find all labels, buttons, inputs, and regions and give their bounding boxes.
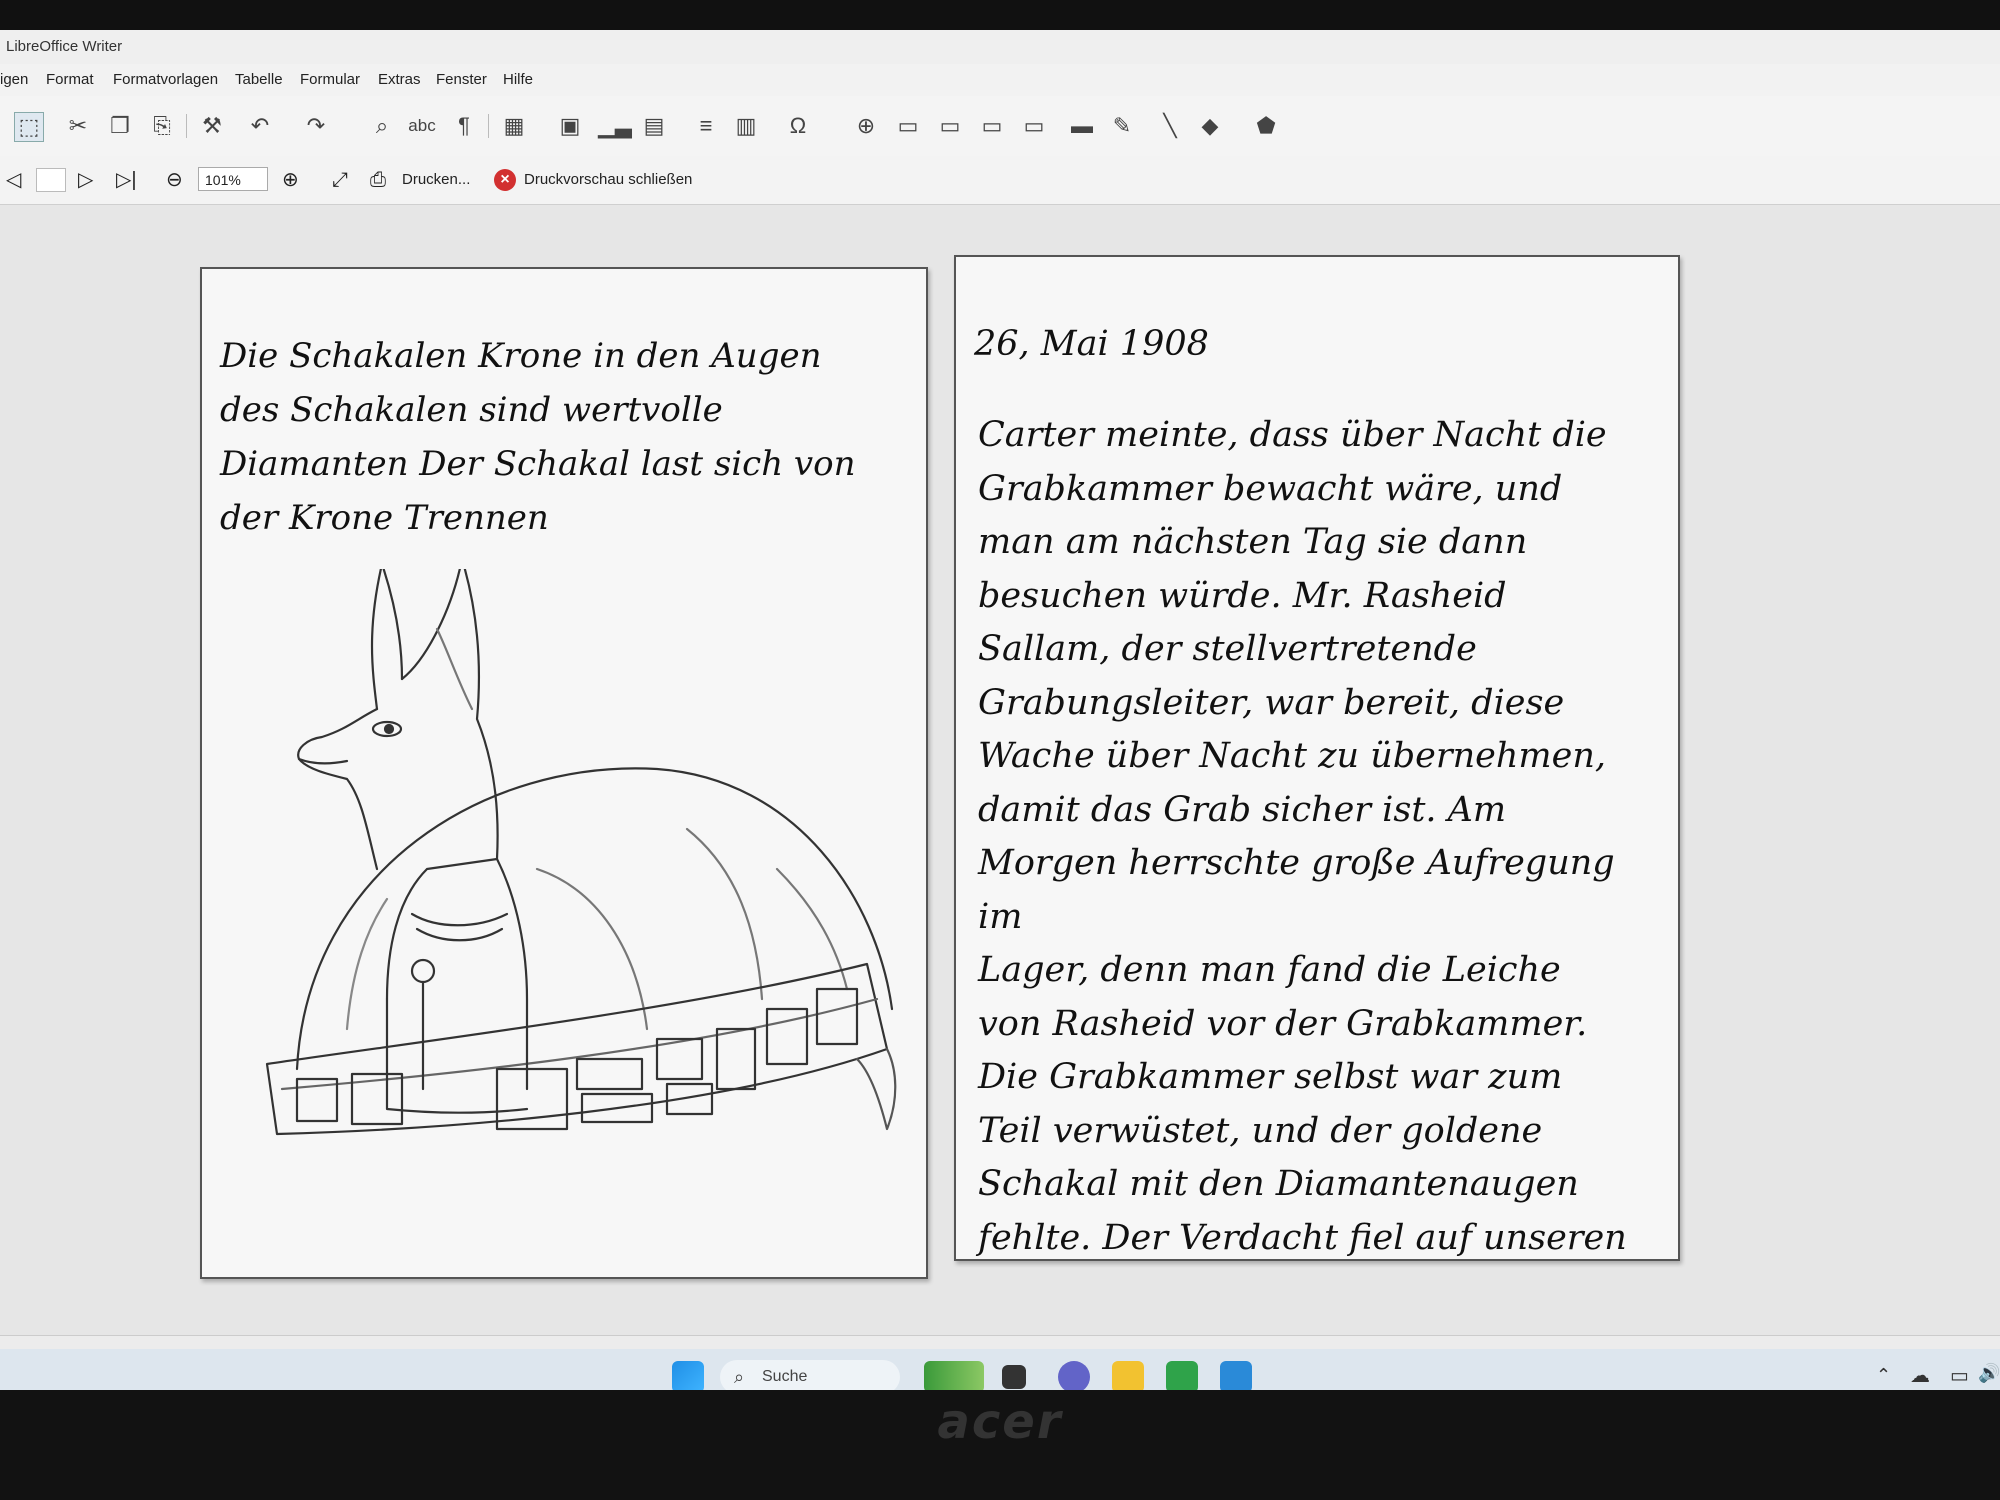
menu-item-tabelle[interactable]: Tabelle xyxy=(235,71,283,88)
right-page-text xyxy=(978,409,1668,1265)
writer-app-icon[interactable] xyxy=(1220,1361,1252,1390)
left-page-text xyxy=(220,329,910,545)
basic-shapes-icon[interactable]: ◆ xyxy=(1201,113,1219,138)
teams-chat-icon[interactable] xyxy=(1058,1361,1090,1390)
file-explorer-icon[interactable] xyxy=(1112,1361,1144,1390)
redo-icon[interactable]: ↷ xyxy=(306,113,326,138)
chevron-up-icon[interactable]: ⌃ xyxy=(1876,1365,1892,1385)
insert-chart-icon[interactable]: ▁▃ xyxy=(598,113,632,138)
text-line: Lager, denn man fand die Leiche xyxy=(978,950,1561,990)
crown-band xyxy=(267,964,887,1134)
close-preview-button[interactable]: Druckvorschau schließen xyxy=(524,171,693,188)
endnote-icon[interactable]: ▭ xyxy=(939,113,961,138)
track-changes-icon[interactable]: ✎ xyxy=(1112,113,1132,138)
footnote-icon[interactable]: ▭ xyxy=(897,113,919,138)
zoom-out-icon[interactable]: ⊖ xyxy=(166,169,183,191)
menu-item-fenster[interactable]: Fenster xyxy=(436,71,487,88)
line-icon[interactable]: ╲ xyxy=(1163,113,1177,138)
monitor-bezel xyxy=(0,1390,2000,1500)
diary-date: 26, Mai 1908 xyxy=(974,324,1209,364)
cloud-icon[interactable]: ☁ xyxy=(1910,1365,1930,1387)
text-line: Morgen herrschte große Aufregung im xyxy=(978,843,1615,937)
special-character-icon[interactable]: Ω xyxy=(789,113,807,138)
menu-item-extras[interactable]: Extras xyxy=(378,71,421,88)
document-preview-area xyxy=(0,205,2000,1335)
draw-functions-icon[interactable]: ⬟ xyxy=(1256,113,1276,138)
windows-start-icon[interactable] xyxy=(672,1361,704,1390)
search-placeholder: Suche xyxy=(762,1368,808,1385)
standard-toolbar xyxy=(0,96,2000,157)
text-line: Wache über Nacht zu übernehmen, xyxy=(978,736,1606,776)
print-button[interactable]: Drucken... xyxy=(402,171,471,188)
insert-image-icon[interactable]: ▣ xyxy=(559,113,581,138)
jackal-head xyxy=(298,709,377,869)
menu-item-formular[interactable]: Formular xyxy=(300,71,361,88)
text-line: Diamanten Der Schakal last sich von xyxy=(220,444,856,484)
menu-item-hilfe[interactable]: Hilfe xyxy=(503,71,534,88)
insert-field-icon[interactable]: ▥ xyxy=(735,113,757,138)
page-right xyxy=(954,255,1680,1261)
text-line: Grabkammer bewacht wäre, und xyxy=(978,468,1563,509)
formatting-marks-icon[interactable]: ¶ xyxy=(458,113,470,138)
comment-icon[interactable]: ▬ xyxy=(1071,113,1093,138)
insert-table-icon[interactable]: ▦ xyxy=(503,113,525,138)
xbox-app-icon[interactable] xyxy=(1166,1361,1198,1390)
taskbar xyxy=(0,1349,2000,1390)
jackal-crown-drawing xyxy=(237,569,897,1209)
find-replace-icon[interactable]: ⌕ xyxy=(375,113,389,138)
widgets-icon[interactable] xyxy=(924,1361,984,1390)
text-line: Grabungsleiter, war bereit, diese xyxy=(978,682,1565,723)
task-view-icon[interactable] xyxy=(1002,1365,1026,1389)
previous-page-icon[interactable]: ◁ xyxy=(6,169,22,191)
printer-icon[interactable]: ⎙ xyxy=(370,169,386,191)
menu-item-einfuegen[interactable]: igen xyxy=(0,71,29,88)
text-line: besuchen würde. Mr. Rasheid xyxy=(978,575,1507,616)
bookmark-icon[interactable]: ▭ xyxy=(981,113,1003,138)
horizontal-scrollbar[interactable] xyxy=(0,1335,2000,1350)
search-icon: ⌕ xyxy=(734,1367,745,1387)
title-bar xyxy=(0,30,2000,64)
paste-icon[interactable]: ⎘ xyxy=(153,113,171,138)
text-line: man am nächsten Tag sie dann xyxy=(978,522,1528,562)
monitor-brand-logo: acer xyxy=(937,1394,1063,1450)
page-break-icon[interactable]: ≡ xyxy=(699,113,713,138)
print-preview-toolbar xyxy=(0,156,2000,205)
text-line: Carter meinte, dass über Nacht die xyxy=(978,415,1607,455)
zoom-field[interactable]: 101% xyxy=(198,167,268,191)
text-line: der Krone Trennen xyxy=(220,498,549,538)
full-screen-icon[interactable]: ⤢ xyxy=(332,169,348,191)
undo-icon[interactable]: ↶ xyxy=(250,113,270,138)
jackal-body xyxy=(387,859,527,1089)
menu-bar xyxy=(0,64,2000,96)
network-icon[interactable]: ▭ xyxy=(1950,1365,1969,1387)
spellcheck-icon[interactable]: abc xyxy=(408,116,436,135)
text-line: Teil verwüstet, und der goldene xyxy=(978,1110,1543,1151)
hyperlink-icon[interactable]: ⊕ xyxy=(856,113,876,138)
text-line: damit das Grab sicher ist. Am xyxy=(978,789,1507,830)
text-line: Die Schakalen Krone in den Augen xyxy=(220,336,822,376)
clone-formatting-icon[interactable]: ⚒ xyxy=(202,113,222,138)
monitor-screen xyxy=(0,30,2000,1390)
text-line: von Rasheid vor der Grabkammer. xyxy=(978,1003,1588,1044)
next-page-icon[interactable]: ▷ xyxy=(78,169,94,191)
text-line: fehlte. Der Verdacht fiel auf unseren xyxy=(978,1217,1627,1258)
text-line: des Schakalen sind wertvolle xyxy=(220,390,723,430)
menu-item-formatvorlagen[interactable]: Formatvorlagen xyxy=(113,71,219,88)
taskbar-search[interactable] xyxy=(720,1360,900,1390)
insert-textbox-icon[interactable]: ▤ xyxy=(643,113,665,138)
text-line: Schakal mit den Diamantenaugen xyxy=(978,1164,1579,1204)
page-left xyxy=(200,267,928,1279)
copy-icon[interactable]: ❐ xyxy=(110,113,130,138)
text-line: Die Grabkammer selbst war zum xyxy=(978,1057,1563,1097)
select-mode-icon[interactable]: ⬚ xyxy=(14,112,44,142)
cut-icon[interactable]: ✂ xyxy=(68,113,88,138)
menu-item-format[interactable]: Format xyxy=(46,71,94,88)
last-page-icon[interactable]: ▷| xyxy=(116,169,137,191)
text-line: Sallam, der stellvertretende xyxy=(978,629,1477,669)
page-number-input[interactable] xyxy=(36,168,66,192)
close-preview-icon[interactable]: × xyxy=(494,169,516,191)
zoom-in-icon[interactable]: ⊕ xyxy=(282,169,299,191)
cross-reference-icon[interactable]: ▭ xyxy=(1023,113,1045,138)
window-title: LibreOffice Writer xyxy=(6,38,123,55)
volume-icon[interactable]: 🔊 xyxy=(1978,1363,2000,1383)
